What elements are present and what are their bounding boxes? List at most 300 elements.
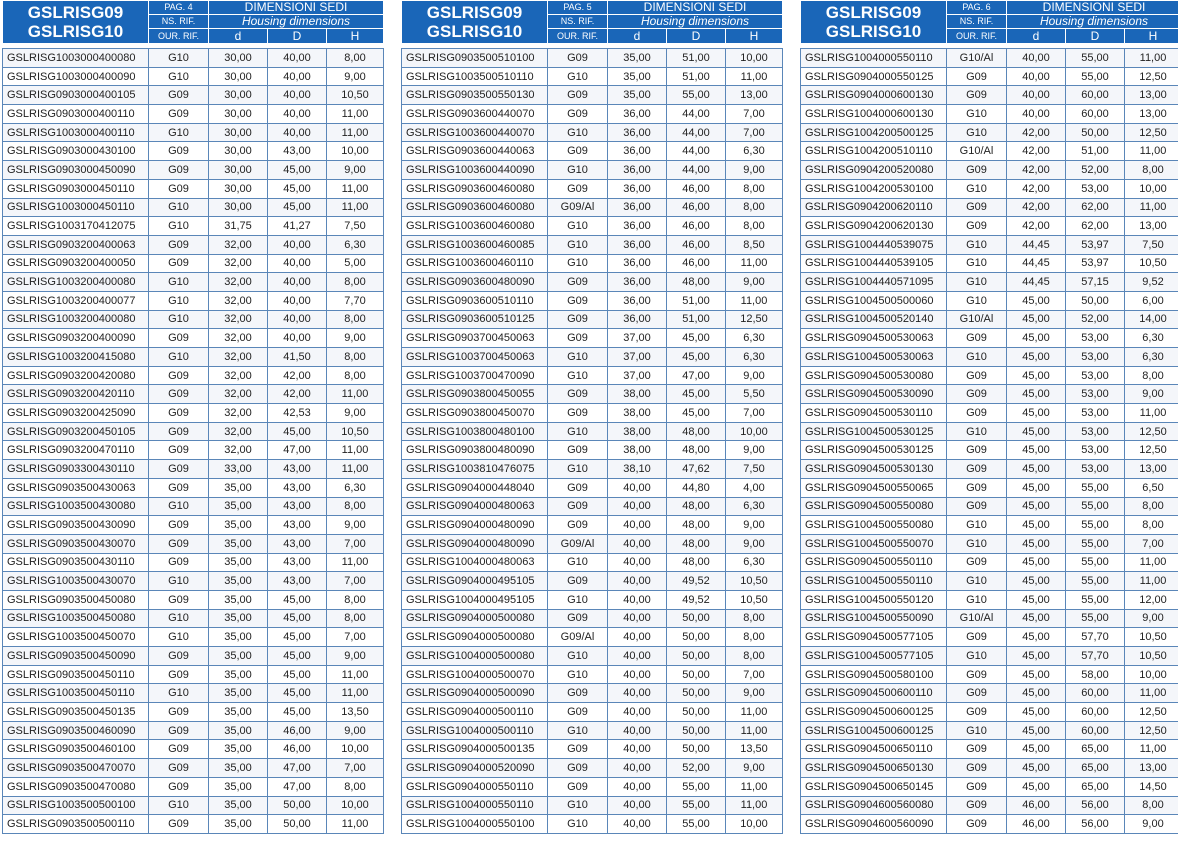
table-row: [3, 273, 384, 292]
cell-height: 9,52: [1125, 273, 1178, 292]
cell-outer-diameter: 53,00: [1066, 366, 1125, 385]
cell-inner-diameter: 37,00: [608, 329, 667, 348]
cell-height: 10,50: [1125, 628, 1178, 647]
table-row: [402, 123, 783, 142]
cell-outer-diameter: 55,00: [1066, 478, 1125, 497]
cell-outer-diameter: 45,00: [268, 665, 327, 684]
cell-height: 11,00: [327, 684, 384, 703]
cell-part-code: GSLRISG0904500530125: [801, 441, 947, 460]
cell-inner-diameter: 40,00: [608, 665, 667, 684]
cell-inner-diameter: 35,00: [209, 684, 268, 703]
cell-outer-diameter: 53,00: [1066, 441, 1125, 460]
cell-height: 6,30: [1125, 329, 1178, 348]
cell-reference: G10/Al: [947, 310, 1007, 329]
cell-reference: G09: [149, 235, 209, 254]
table-row: [801, 609, 1178, 628]
table-row: [3, 478, 384, 497]
table-row: [801, 105, 1178, 124]
series-title-line-1: GSLRISG09: [27, 3, 124, 22]
table-row: [801, 310, 1178, 329]
ns-rif-label: NS. RIF.: [947, 15, 1007, 29]
cell-height: 14,50: [1125, 777, 1178, 796]
cell-height: 11,00: [1125, 198, 1178, 217]
cell-height: 10,00: [327, 142, 384, 161]
cell-reference: G10: [149, 572, 209, 591]
series-title-line-1: GSLRISG09: [825, 3, 922, 22]
cell-part-code: GSLRISG0903600480090: [402, 273, 548, 292]
cell-reference: G10: [149, 497, 209, 516]
cell-height: 7,50: [1125, 235, 1178, 254]
cell-reference: G09: [548, 684, 608, 703]
cell-outer-diameter: 43,00: [268, 534, 327, 553]
table-row: [801, 516, 1178, 535]
cell-height: 7,00: [726, 404, 783, 423]
cell-reference: G09: [149, 703, 209, 722]
cell-inner-diameter: 45,00: [1007, 516, 1066, 535]
cell-inner-diameter: 42,00: [1007, 161, 1066, 180]
table-row: [402, 273, 783, 292]
cell-inner-diameter: 35,00: [209, 553, 268, 572]
dimensions-title: DIMENSIONI SEDI: [1007, 1, 1178, 15]
table-row: [801, 534, 1178, 553]
cell-inner-diameter: 35,00: [209, 703, 268, 722]
cell-outer-diameter: 50,00: [667, 647, 726, 666]
cell-part-code: GSLRISG0904000550110: [402, 777, 548, 796]
cell-outer-diameter: 48,00: [667, 441, 726, 460]
table-row: [402, 665, 783, 684]
table-row: [3, 49, 384, 68]
cell-height: 5,00: [327, 254, 384, 273]
table-row: [402, 572, 783, 591]
table-row: [801, 385, 1178, 404]
table-row: [402, 534, 783, 553]
cell-outer-diameter: 43,00: [268, 460, 327, 479]
table-row: [3, 67, 384, 86]
column-header-D: D: [667, 29, 726, 44]
cell-part-code: GSLRISG1004000550110: [801, 49, 947, 68]
table-row: [3, 572, 384, 591]
cell-inner-diameter: 40,00: [1007, 49, 1066, 68]
cell-reference: G09: [149, 105, 209, 124]
cell-reference: G10: [548, 254, 608, 273]
cell-outer-diameter: 50,00: [667, 684, 726, 703]
cell-part-code: GSLRISG0904500650110: [801, 740, 947, 759]
table-row: [3, 534, 384, 553]
cell-inner-diameter: 40,00: [608, 740, 667, 759]
column-header-H: H: [1125, 29, 1178, 44]
cell-reference: G10: [947, 123, 1007, 142]
cell-outer-diameter: 42,53: [268, 404, 327, 423]
our-rif-label: OUR. RIF.: [548, 29, 608, 44]
cell-height: 8,50: [726, 235, 783, 254]
cell-part-code: GSLRISG1004440539105: [801, 254, 947, 273]
cell-height: 8,00: [1125, 796, 1178, 815]
table-row: [402, 478, 783, 497]
cell-inner-diameter: 32,00: [209, 254, 268, 273]
table-row: [801, 590, 1178, 609]
table-row: [402, 254, 783, 273]
cell-height: 9,00: [327, 67, 384, 86]
cell-reference: G10: [149, 49, 209, 68]
table-row: [3, 460, 384, 479]
table-row: [402, 796, 783, 815]
cell-inner-diameter: 36,00: [608, 254, 667, 273]
cell-reference: G09: [947, 217, 1007, 236]
cell-inner-diameter: 37,00: [608, 348, 667, 367]
cell-outer-diameter: 45,00: [667, 348, 726, 367]
cell-inner-diameter: 36,00: [608, 142, 667, 161]
table-row: [3, 759, 384, 778]
cell-reference: G09: [947, 478, 1007, 497]
cell-height: 6,30: [726, 348, 783, 367]
cell-outer-diameter: 41,50: [268, 348, 327, 367]
cell-part-code: GSLRISG0903600440063: [402, 142, 548, 161]
cell-height: 9,00: [327, 161, 384, 180]
ns-rif-label: NS. RIF.: [548, 15, 608, 29]
table-row: [801, 553, 1178, 572]
cell-reference: G09: [149, 86, 209, 105]
cell-outer-diameter: 46,00: [667, 254, 726, 273]
cell-inner-diameter: 35,00: [209, 534, 268, 553]
dimensions-title: DIMENSIONI SEDI: [608, 1, 783, 15]
table-row: [801, 179, 1178, 198]
table-row: [402, 497, 783, 516]
cell-part-code: GSLRISG0903200400090: [3, 329, 149, 348]
cell-inner-diameter: 45,00: [1007, 385, 1066, 404]
cell-part-code: GSLRISG0904500530080: [801, 366, 947, 385]
table-row: [402, 385, 783, 404]
cell-part-code: GSLRISG0903000430100: [3, 142, 149, 161]
cell-reference: G09: [548, 329, 608, 348]
table-row: [3, 198, 384, 217]
cell-reference: G09: [548, 572, 608, 591]
cell-reference: G10: [947, 572, 1007, 591]
cell-inner-diameter: 36,00: [608, 217, 667, 236]
cell-reference: G10: [149, 198, 209, 217]
cell-inner-diameter: 32,00: [209, 404, 268, 423]
table-row: [402, 161, 783, 180]
cell-inner-diameter: 35,00: [209, 740, 268, 759]
cell-outer-diameter: 45,00: [667, 404, 726, 423]
cell-part-code: GSLRISG0903600510125: [402, 310, 548, 329]
cell-outer-diameter: 45,00: [268, 422, 327, 441]
cell-reference: G09: [149, 404, 209, 423]
cell-reference: G10: [149, 67, 209, 86]
cell-height: 10,00: [327, 740, 384, 759]
cell-inner-diameter: 30,00: [209, 105, 268, 124]
table-row: [402, 609, 783, 628]
series-title-line-2: GSLRISG10: [426, 22, 523, 41]
cell-reference: G10: [947, 516, 1007, 535]
table-row: [801, 478, 1178, 497]
cell-inner-diameter: 32,00: [209, 291, 268, 310]
cell-part-code: GSLRISG0903600510110: [402, 291, 548, 310]
table-row: [3, 590, 384, 609]
cell-inner-diameter: 35,00: [209, 590, 268, 609]
cell-outer-diameter: 55,00: [1066, 553, 1125, 572]
table-row: [402, 142, 783, 161]
cell-outer-diameter: 40,00: [268, 254, 327, 273]
table-row: [402, 460, 783, 479]
cell-outer-diameter: 40,00: [268, 310, 327, 329]
cell-outer-diameter: 45,00: [268, 179, 327, 198]
column-header-D: D: [268, 29, 327, 44]
table-row: [801, 497, 1178, 516]
table-row: [3, 254, 384, 273]
cell-reference: G09: [947, 86, 1007, 105]
cell-outer-diameter: 43,00: [268, 553, 327, 572]
cell-inner-diameter: 45,00: [1007, 740, 1066, 759]
cell-inner-diameter: 30,00: [209, 67, 268, 86]
cell-part-code: GSLRISG0904500550065: [801, 478, 947, 497]
cell-part-code: GSLRISG0904000500080: [402, 609, 548, 628]
cell-part-code: GSLRISG0904500530130: [801, 460, 947, 479]
cell-height: 10,50: [327, 422, 384, 441]
cell-reference: G09: [149, 534, 209, 553]
cell-reference: G09: [548, 49, 608, 68]
cell-outer-diameter: 40,00: [268, 123, 327, 142]
series-title-line-2: GSLRISG10: [27, 22, 124, 41]
cell-inner-diameter: 30,00: [209, 123, 268, 142]
table-row: [3, 609, 384, 628]
cell-inner-diameter: 37,00: [608, 366, 667, 385]
cell-outer-diameter: 46,00: [667, 217, 726, 236]
cell-part-code: GSLRISG1003500450110: [3, 684, 149, 703]
table-row: [3, 497, 384, 516]
column-header-d: d: [1007, 29, 1066, 44]
cell-height: 9,00: [1125, 385, 1178, 404]
cell-reference: G10: [947, 534, 1007, 553]
cell-height: 14,00: [1125, 310, 1178, 329]
cell-reference: G10: [947, 348, 1007, 367]
cell-height: 8,00: [1125, 366, 1178, 385]
cell-height: 9,00: [726, 516, 783, 535]
cell-part-code: GSLRISG1003200400080: [3, 310, 149, 329]
table-row: [3, 235, 384, 254]
housing-dimensions-table: [800, 0, 1178, 834]
table-row: [3, 553, 384, 572]
table-row: [801, 86, 1178, 105]
table-row: [801, 815, 1178, 834]
cell-part-code: GSLRISG0904600560090: [801, 815, 947, 834]
table-row: [3, 123, 384, 142]
cell-outer-diameter: 43,00: [268, 142, 327, 161]
cell-reference: G10: [149, 273, 209, 292]
cell-part-code: GSLRISG1004500500060: [801, 291, 947, 310]
cell-inner-diameter: 35,00: [608, 67, 667, 86]
cell-inner-diameter: 40,00: [608, 684, 667, 703]
cell-part-code: GSLRISG1004500577105: [801, 647, 947, 666]
cell-outer-diameter: 55,00: [667, 777, 726, 796]
cell-part-code: GSLRISG0903200450105: [3, 422, 149, 441]
cell-inner-diameter: 45,00: [1007, 665, 1066, 684]
cell-inner-diameter: 35,00: [209, 665, 268, 684]
cell-height: 9,00: [1125, 815, 1178, 834]
table-row: [402, 366, 783, 385]
cell-reference: G10: [947, 590, 1007, 609]
cell-height: 12,00: [1125, 590, 1178, 609]
cell-reference: G10: [548, 460, 608, 479]
cell-reference: G10: [149, 684, 209, 703]
cell-height: 8,00: [327, 777, 384, 796]
cell-height: 6,50: [1125, 478, 1178, 497]
cell-inner-diameter: 35,00: [608, 49, 667, 68]
table-row: [3, 329, 384, 348]
cell-reference: G10: [548, 161, 608, 180]
cell-inner-diameter: 36,00: [608, 161, 667, 180]
cell-inner-diameter: 45,00: [1007, 348, 1066, 367]
cell-reference: G09: [947, 628, 1007, 647]
cell-part-code: GSLRISG0903200470110: [3, 441, 149, 460]
table-row: [402, 647, 783, 666]
cell-reference: G09: [947, 684, 1007, 703]
cell-part-code: GSLRISG0903200425090: [3, 404, 149, 423]
cell-reference: G10: [149, 628, 209, 647]
cell-height: 9,00: [327, 329, 384, 348]
cell-reference: G09: [149, 665, 209, 684]
cell-part-code: GSLRISG1003500450070: [3, 628, 149, 647]
cell-part-code: GSLRISG0904200620130: [801, 217, 947, 236]
table-row: [402, 310, 783, 329]
cell-outer-diameter: 45,00: [268, 609, 327, 628]
cell-height: 9,00: [726, 441, 783, 460]
cell-inner-diameter: 45,00: [1007, 759, 1066, 778]
cell-reference: G09: [548, 404, 608, 423]
cell-part-code: GSLRISG0903500450135: [3, 703, 149, 722]
cell-reference: G09: [947, 198, 1007, 217]
cell-part-code: GSLRISG0903500430070: [3, 534, 149, 553]
cell-inner-diameter: 44,45: [1007, 273, 1066, 292]
table-row: [402, 759, 783, 778]
cell-outer-diameter: 46,00: [667, 179, 726, 198]
cell-outer-diameter: 50,00: [667, 665, 726, 684]
table-row: [3, 291, 384, 310]
cell-inner-diameter: 32,00: [209, 329, 268, 348]
cell-outer-diameter: 42,00: [268, 385, 327, 404]
table-row: [3, 385, 384, 404]
cell-part-code: GSLRISG1004500520140: [801, 310, 947, 329]
cell-inner-diameter: 36,00: [608, 291, 667, 310]
cell-part-code: GSLRISG1004500550080: [801, 516, 947, 535]
cell-outer-diameter: 55,00: [1066, 534, 1125, 553]
cell-height: 8,00: [327, 310, 384, 329]
cell-outer-diameter: 53,97: [1066, 235, 1125, 254]
cell-part-code: GSLRISG0903500450090: [3, 647, 149, 666]
cell-height: 6,30: [327, 478, 384, 497]
cell-part-code: GSLRISG0904500530110: [801, 404, 947, 423]
cell-inner-diameter: 30,00: [209, 86, 268, 105]
cell-reference: G10: [548, 590, 608, 609]
cell-part-code: GSLRISG0903800450055: [402, 385, 548, 404]
cell-height: 12,50: [1125, 441, 1178, 460]
cell-outer-diameter: 47,00: [268, 777, 327, 796]
cell-inner-diameter: 42,00: [1007, 123, 1066, 142]
cell-inner-diameter: 36,00: [608, 179, 667, 198]
cell-outer-diameter: 45,00: [667, 329, 726, 348]
cell-part-code: GSLRISG1003600460080: [402, 217, 548, 236]
column-header-H: H: [726, 29, 783, 44]
table-row: [3, 348, 384, 367]
cell-reference: G10: [548, 366, 608, 385]
cell-height: 9,00: [726, 366, 783, 385]
cell-height: 9,00: [726, 684, 783, 703]
cell-outer-diameter: 51,00: [667, 49, 726, 68]
cell-height: 9,00: [726, 161, 783, 180]
cell-inner-diameter: 35,00: [209, 777, 268, 796]
cell-part-code: GSLRISG0903500470080: [3, 777, 149, 796]
cell-outer-diameter: 53,00: [1066, 329, 1125, 348]
cell-part-code: GSLRISG0904500580100: [801, 665, 947, 684]
table-row: [801, 759, 1178, 778]
cell-outer-diameter: 44,00: [667, 161, 726, 180]
cell-reference: G10: [548, 348, 608, 367]
table-row: [3, 441, 384, 460]
cell-outer-diameter: 40,00: [268, 49, 327, 68]
cell-inner-diameter: 45,00: [1007, 329, 1066, 348]
ns-rif-label: NS. RIF.: [149, 15, 209, 29]
cell-outer-diameter: 48,00: [667, 516, 726, 535]
cell-height: 13,00: [1125, 105, 1178, 124]
cell-part-code: GSLRISG1004500530125: [801, 422, 947, 441]
cell-reference: G09: [149, 385, 209, 404]
cell-part-code: GSLRISG1003000450110: [3, 198, 149, 217]
cell-outer-diameter: 40,00: [268, 235, 327, 254]
cell-inner-diameter: 45,00: [1007, 460, 1066, 479]
cell-inner-diameter: 32,00: [209, 235, 268, 254]
cell-outer-diameter: 56,00: [1066, 815, 1125, 834]
cell-inner-diameter: 38,10: [608, 460, 667, 479]
cell-inner-diameter: 40,00: [608, 721, 667, 740]
cell-part-code: GSLRISG0903500550130: [402, 86, 548, 105]
cell-inner-diameter: 45,00: [1007, 721, 1066, 740]
cell-height: 10,50: [1125, 647, 1178, 666]
cell-part-code: GSLRISG1004000495105: [402, 590, 548, 609]
cell-inner-diameter: 30,00: [209, 179, 268, 198]
cell-height: 4,00: [726, 478, 783, 497]
table-row: [801, 254, 1178, 273]
table-row: [402, 422, 783, 441]
cell-outer-diameter: 50,00: [268, 815, 327, 834]
table-row: [3, 404, 384, 423]
cell-outer-diameter: 50,00: [1066, 291, 1125, 310]
cell-reference: G09: [548, 179, 608, 198]
cell-part-code: GSLRISG0904000500080: [402, 628, 548, 647]
cell-outer-diameter: 40,00: [268, 105, 327, 124]
cell-outer-diameter: 53,00: [1066, 422, 1125, 441]
cell-outer-diameter: 50,00: [667, 703, 726, 722]
cell-inner-diameter: 30,00: [209, 49, 268, 68]
cell-height: 7,00: [726, 105, 783, 124]
cell-height: 12,50: [1125, 67, 1178, 86]
cell-part-code: GSLRISG1004000600130: [801, 105, 947, 124]
cell-height: 11,00: [327, 179, 384, 198]
cell-part-code: GSLRISG0904500550110: [801, 553, 947, 572]
column-header-H: H: [327, 29, 384, 44]
cell-inner-diameter: 40,00: [608, 628, 667, 647]
cell-reference: G09: [149, 647, 209, 666]
cell-inner-diameter: 35,00: [209, 647, 268, 666]
cell-part-code: GSLRISG0904500600125: [801, 703, 947, 722]
cell-part-code: GSLRISG0903500450080: [3, 590, 149, 609]
table-row: [3, 179, 384, 198]
cell-outer-diameter: 47,00: [268, 759, 327, 778]
cell-height: 11,00: [726, 777, 783, 796]
cell-outer-diameter: 53,00: [1066, 404, 1125, 423]
cell-height: 9,00: [1125, 609, 1178, 628]
table-panel-page-5: [401, 0, 782, 834]
table-row: [3, 647, 384, 666]
table-row: [3, 217, 384, 236]
